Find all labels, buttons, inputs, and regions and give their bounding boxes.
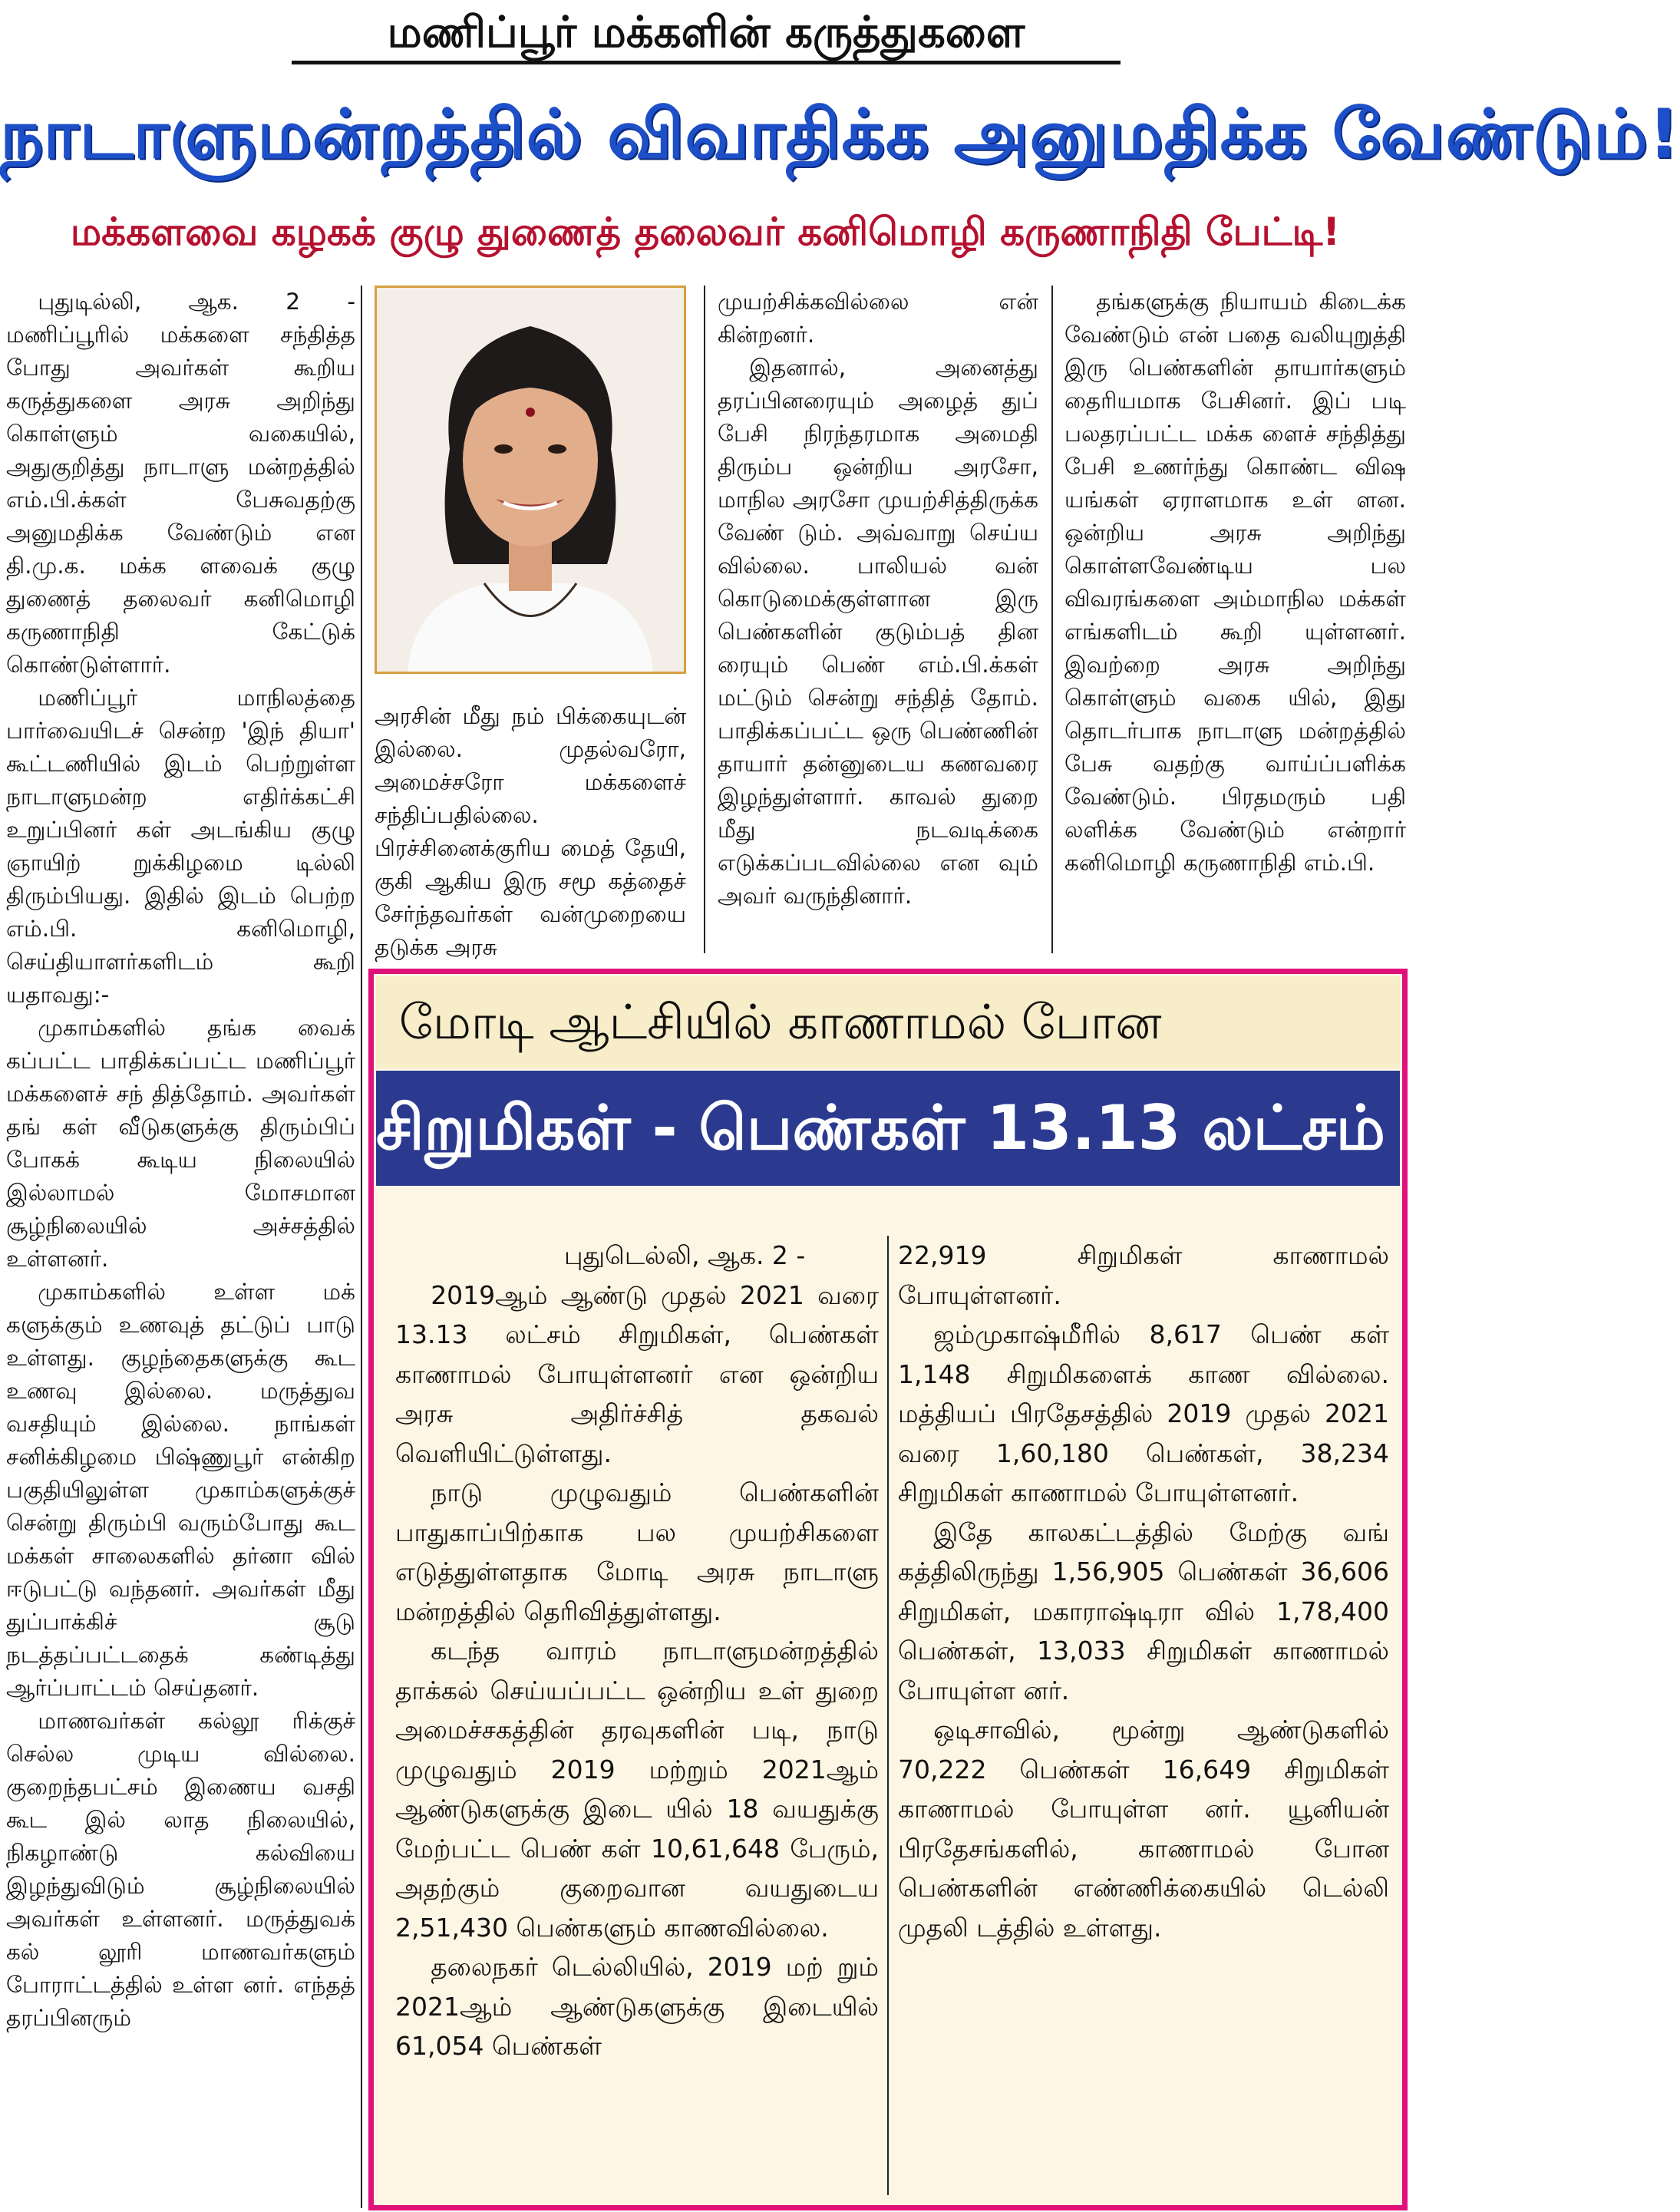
kanimozhi-photo: [375, 286, 686, 674]
article2-column-1: [395, 1236, 879, 2203]
article2-col2-para-1: 22,919 சிறுமிகள் காணாமல் போயுள்ளனர்.: [898, 1240, 1389, 1310]
article2-col1-para-1: புதுடெல்லி, ஆக. 2 -: [564, 1240, 806, 1270]
portrait-illustration: [377, 288, 684, 672]
article1-col3-para-2: இதனால், அனைத்து தரப்பினரையும் அழைத் துப் பேசி நிரந்தரமாக அமைதி திரும்ப ஒன்றிய அரசோ, மாநில அரசோ முயற்சித்திருக்க வேண் டும். அவ்வாறு செய்ய வில்லை. பாலியல் வன் கொடுமைக்குள்ளான இரு பெண்களின் குடும்பத் தின ரையும் பெண் எம்.பி.க்கள் மட்டும் சென்று சந்தித் தோம். பாதிக்கப்பட்ட ஒரு பெண்ணின் தாயார் தன்னுடைய கணவரை இழந்துள்ளார். காவல் துறை மீது நடவடிக்கை எடுக்கப்படவில்லை என வும் அவர் வருந்தினார்.: [718, 355, 1038, 909]
article1-column-1: [6, 286, 355, 2208]
article2-col2-para-4: ஒடிசாவில், மூன்று ஆண்டுகளில் 70,222 பெண்கள் 16,649 சிறுமிகள் காணாமல் போயுள்ள னர். யூனியன் பிரதேசங்களில், காணாமல் போன பெண்களின் எண்ணிக்கையில் டெல்லி முதலி டத்தில் உள்ளது.: [898, 1715, 1389, 1943]
article2-col2-para-2: ஜம்முகாஷ்மீரில் 8,617 பெண் கள் 1,148 சிறுமிகளைக் காண வில்லை. மத்தியப் பிரதேசத்தில் 2019 முதல் 2021 வரை 1,60,180 பெண்கள், 38,234 சிறுமிகள் காணாமல் போயுள்ளனர்.: [898, 1319, 1389, 1507]
article2-kicker: மோடி ஆட்சியில் காணாமல் போன: [376, 976, 1400, 1068]
article1-col1-para-2: மணிப்பூர் மாநிலத்தை பார்வையிடச் சென்ற 'இந் தியா' கூட்டணியில் இடம் பெற்றுள்ள நாடாளுமன்ற எதிர்க்கட்சி உறுப்பினர் கள் அடங்கிய குழு ஞாயிற் றுக்கிழமை டில்லி திரும்பியது. இதில் இடம் பெற்ற எம்.பி. கனிமொழி, செய்தியாளர்களிடம் கூறி யதாவது:-: [6, 685, 355, 1008]
article1-col4-para-1: தங்களுக்கு நியாயம் கிடைக்க வேண்டும் என் பதை வலியுறுத்தி இரு பெண்களின் தாயார்களும் தைரியமாக பேசினர். இப் படி பலதரப்பட்ட மக்க ளைச் சந்தித்து பேசி உணர்ந்து கொண்ட விஷ யங்கள் ஏராளமாக உள் ளன. ஒன்றிய அரசு அறிந்து கொள்ளவேண்டிய பல விவரங்களை அம்மாநில மக்கள் எங்களிடம் கூறி யுள்ளனர். இவற்றை அரசு அறிந்து கொள்ளும் வகை யில், இது தொடர்பாக நாடாளு மன்றத்தில் பேசு வதற்கு வாய்ப்பளிக்க வேண்டும். பிரதமரும் பதி லளிக்க வேண்டும் என்றார் கனிமொழி கருணாநிதி எம்.பி.: [1064, 289, 1406, 876]
article2-col1-para-4: கடந்த வாரம் நாடாளுமன்றத்தில் தாக்கல் செய்யப்பட்ட ஒன்றிய உள் துறை அமைச்சகத்தின் தரவுகளின் படி, நாடு முழுவதும் 2019 மற்றும் 2021ஆம் ஆண்டுகளுக்கு இடை யில் 18 வயதுக்கு மேற்பட்ட பெண் கள் 10,61,648 பேரும், அதற்கும் குறைவான வயதுடைய 2,51,430 பெண்களும் காணவில்லை.: [395, 1636, 879, 1943]
sub-headline: மக்களவை கழகக் குழு துணைத் தலைவர் கனிமொழி கருணாநிதி பேட்டி!: [70, 210, 1341, 254]
article1-col2-para-1: அரசின் மீது நம் பிக்கையுடன் இல்லை. முதல்வரோ, அமைச்சரோ மக்களைச் சந்திப்பதில்லை. பிரச்சினைக்குரிய மைத் தேயி, குகி ஆகிய இரு சமூ கத்தைச் சேர்ந்தவர்கள் வன்முறையை தடுக்க அரசு: [375, 703, 686, 960]
article1-col1-para-5: மாணவர்கள் கல்லூ ரிக்குச் செல்ல முடிய வில்லை. குறைந்தபட்சம் இணைய வசதி கூட இல் லாத நிலையில், நிகழாண்டு கல்வியை இழந்துவிடும் சூழ்நிலையில் அவர்கள் உள்ளனர். மருத்துவக் கல் லூரி மாணவர்களும் போராட்டத்தில் உள்ள னர். எந்தத் தரப்பினரும்: [6, 1708, 355, 2031]
article2-col1-para-2: 2019ஆம் ஆண்டு முதல் 2021 வரை 13.13 லட்சம் சிறுமிகள், பெண்கள் காணாமல் போயுள்ளனர் என ஒன்றிய அரசு அதிர்ச்சித் தகவல் வெளியிட்டுள்ளது.: [395, 1279, 879, 1468]
article1-column-4: [1064, 286, 1406, 953]
article1-col3-para-1: முயற்சிக்கவில்லை என் கின்றனர்.: [718, 289, 1038, 348]
article2-headline: சிறுமிகள் - பெண்கள் 13.13 லட்சம் பேர்!: [376, 1071, 1400, 1186]
column-rule: [361, 286, 362, 2208]
article1-col1-para-3: முகாம்களில் தங்க வைக் கப்பட்ட பாதிக்கப்பட்ட மணிப்பூர் மக்களைச் சந் தித்தோம். அவர்கள் தங் கள் வீடுகளுக்கு திரும்பிப் போகக் கூடிய நிலையில் இல்லாமல் மோசமான சூழ்நிலையில் அச்சத்தில் உள்ளனர்.: [6, 1015, 355, 1272]
kicker-headline: மணிப்பூர் மக்களின் கருத்துகளை: [292, 5, 1121, 64]
column-rule: [887, 1236, 889, 2195]
article1-column-2: [375, 700, 686, 960]
column-rule: [704, 286, 705, 953]
article2-col1-para-3: நாடு முழுவதும் பெண்களின் பாதுகாப்பிற்காக பல முயற்சிகளை எடுத்துள்ளதாக மோடி அரசு நாடாளு மன்றத்தில் தெரிவித்துள்ளது.: [395, 1477, 879, 1626]
article1-column-3: [718, 286, 1038, 953]
article2-column-2: [898, 1236, 1389, 2203]
article1-col1-para-1: புதுடில்லி, ஆக. 2 - மணிப்பூரில் மக்களை சந்தித்த போது அவர்கள் கூறிய கருத்துகளை அரசு அறிந்து கொள்ளும் வகையில், அதுகுறித்து நாடாளு மன்றத்தில் எம்.பி.க்கள் பேசுவதற்கு அனுமதிக்க வேண்டும் என தி.மு.க. மக்க ளவைக் குழு துணைத் தலைவர் கனிமொழி கருணாநிதி கேட்டுக் கொண்டுள்ளார்.: [6, 289, 355, 678]
article2-col1-para-5: தலைநகர் டெல்லியில், 2019 மற் றும் 2021ஆம் ஆண்டுகளுக்கு இடையில் 61,054 பெண்கள்: [395, 1952, 879, 2061]
main-headline: நாடாளுமன்றத்தில் விவாதிக்க அனுமதிக்க வேண்டும்!: [0, 94, 1680, 173]
article1-col1-para-4: முகாம்களில் உள்ள மக் களுக்கும் உணவுத் தட்டுப் பாடு உள்ளது. குழந்தைகளுக்கு கூட உணவு இல்லை. மருத்துவ வசதியும் இல்லை. நாங்கள் சனிக்கிழமை பிஷ்ணுபூர் என்கிற பகுதியிலுள்ள முகாம்களுக்குச் சென்று திரும்பி வரும்போது கூட மக்கள் சாலைகளில் தர்னா வில் ஈடுபட்டு வந்தனர். அவர்கள் மீது துப்பாக்கிச் சூடு நடத்தப்பட்டதைக் கண்டித்து ஆர்ப்பாட்டம் செய்தனர்.: [6, 1279, 355, 1701]
article2-col2-para-3: இதே காலகட்டத்தில் மேற்கு வங் கத்திலிருந்து 1,56,905 பெண்கள் 36,606 சிறுமிகள், மகாராஷ்டிரா வில் 1,78,400 பெண்கள், 13,033 சிறுமிகள் காணாமல் போயுள்ள னர்.: [898, 1517, 1389, 1705]
column-rule: [1051, 286, 1053, 953]
